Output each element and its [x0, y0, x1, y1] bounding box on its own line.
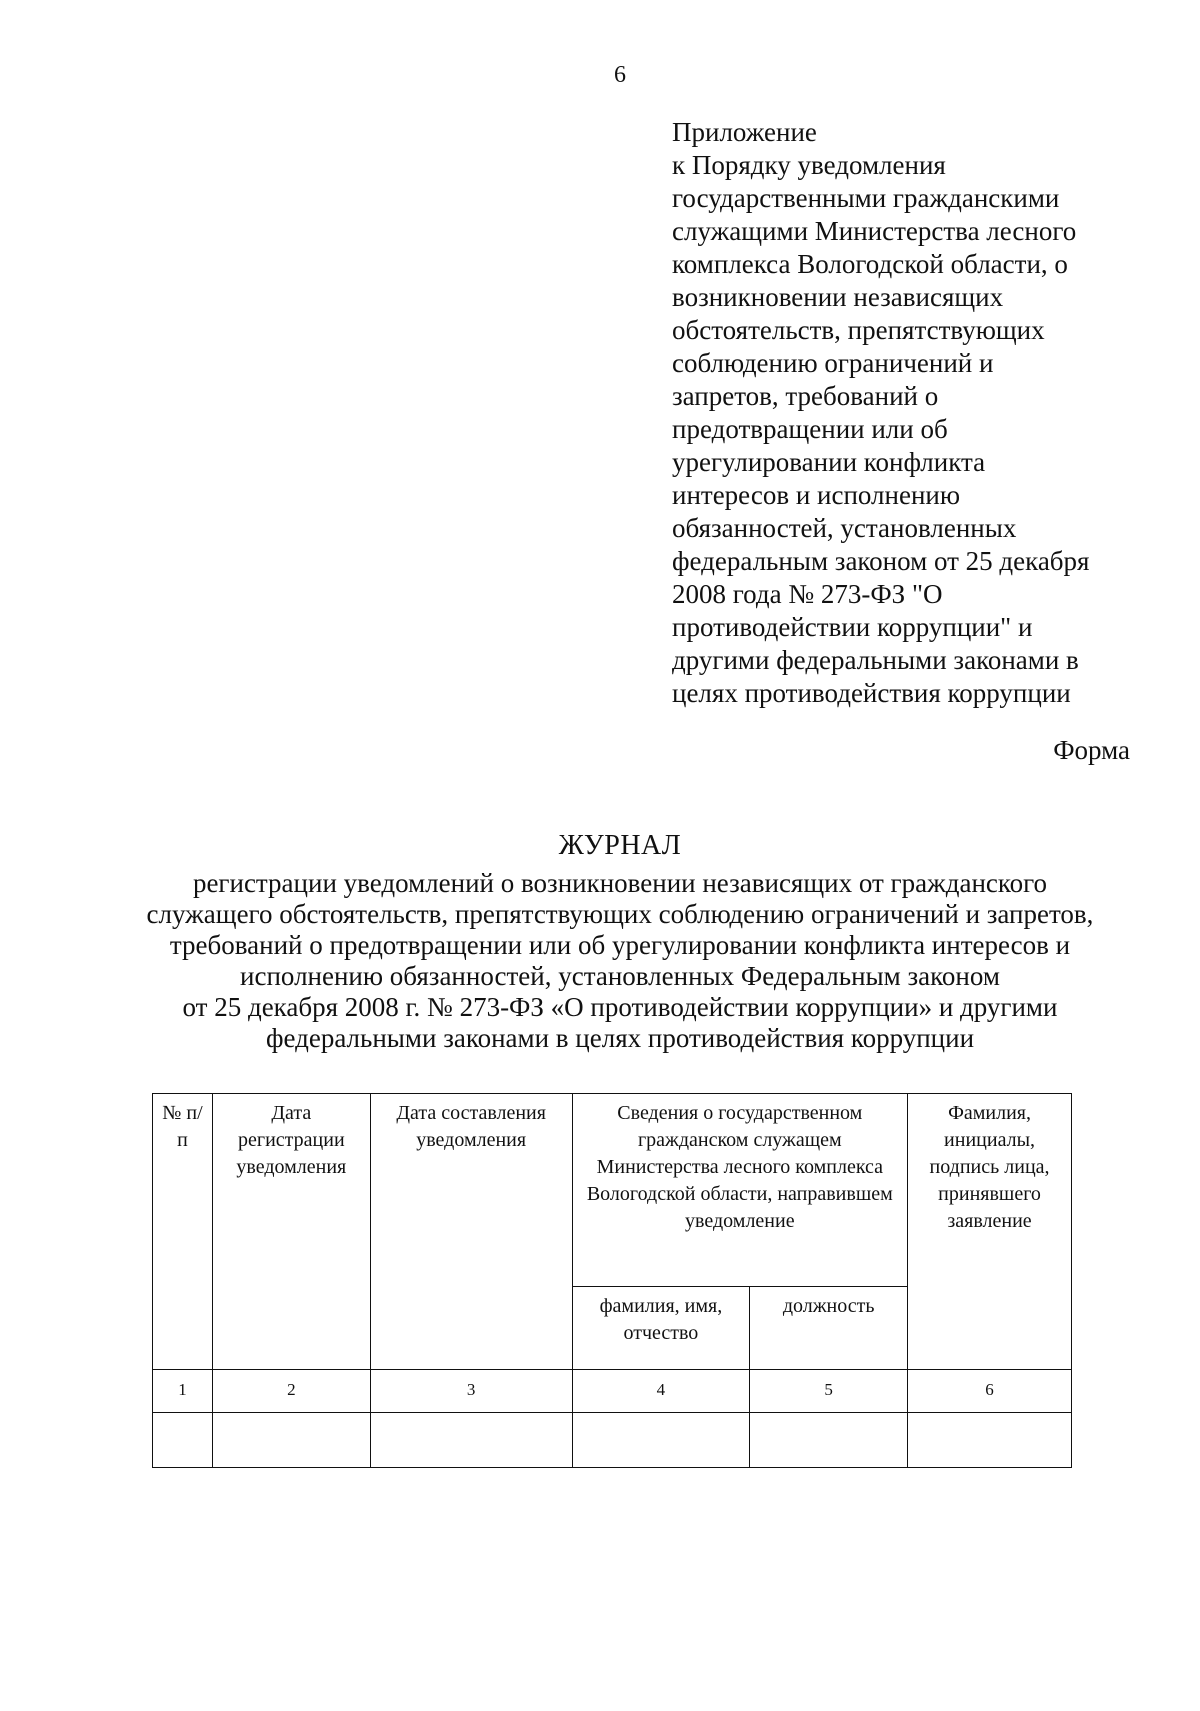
journal-subtitle-line: требований о предотвращении или об урегулировании конфликта интересов и	[169, 930, 1071, 960]
appendix-line: противодействии коррупции" и	[672, 612, 1033, 642]
journal-subtitle-line: от 25 декабря 2008 г. № 273-ФЗ «О противодействии коррупции» и другими	[182, 992, 1058, 1022]
appendix-line: возникновении независящих	[672, 282, 1004, 312]
appendix-line: другими федеральными законами в	[672, 645, 1079, 675]
journal-subtitle-line: служащего обстоятельств, препятствующих соблюдению ограничений и запретов,	[146, 899, 1094, 929]
appendix-line: обстоятельств, препятствующих	[672, 315, 1045, 345]
header-full-name: фамилия, имя, отчество	[572, 1287, 750, 1370]
empty-cell	[750, 1413, 908, 1468]
empty-cell	[212, 1413, 370, 1468]
appendix-line: Приложение	[672, 117, 817, 147]
form-label: Форма	[1053, 735, 1130, 765]
header-employee-info: Сведения о государственном гражданском служащем Министерства лесного комплекса Вологодской области, направившем уведомление	[572, 1094, 908, 1287]
column-number: 3	[370, 1370, 572, 1413]
column-number: 6	[908, 1370, 1072, 1413]
header-compilation-date: Дата составления уведомления	[370, 1094, 572, 1370]
appendix-line: целях противодействия коррупции	[672, 678, 1071, 708]
journal-subtitle-line: исполнению обязанностей, установленных Федеральным законом	[240, 961, 1000, 991]
table-row	[153, 1413, 1072, 1468]
empty-cell	[908, 1413, 1072, 1468]
empty-cell	[370, 1413, 572, 1468]
empty-cell	[572, 1413, 750, 1468]
column-number: 5	[750, 1370, 908, 1413]
journal-subtitle	[100, 868, 1140, 1054]
header-receiver: Фамилия, инициалы, подпись лица, принявшего заявление	[908, 1094, 1072, 1370]
register-table	[152, 1093, 1072, 1468]
appendix-line: запретов, требований о	[672, 381, 939, 411]
column-numbers-row	[153, 1370, 1072, 1413]
page-number: 6	[614, 62, 626, 88]
appendix-line: к Порядку уведомления	[672, 150, 946, 180]
appendix-line: предотвращении или об	[672, 414, 948, 444]
appendix-line: соблюдению ограничений и	[672, 348, 994, 378]
journal-title: ЖУРНАЛ	[558, 830, 682, 861]
column-number: 2	[212, 1370, 370, 1413]
header-position: должность	[750, 1287, 908, 1370]
empty-cell	[153, 1413, 213, 1468]
column-number: 1	[153, 1370, 213, 1413]
header-registration-date: Дата регистрации уведомления	[212, 1094, 370, 1370]
appendix-line: урегулировании конфликта	[672, 447, 986, 477]
appendix-line: федеральным законом от 25 декабря	[672, 546, 1090, 576]
appendix-line: 2008 года № 273-ФЗ "О	[672, 579, 943, 609]
appendix-line: комплекса Вологодской области, о	[672, 249, 1068, 279]
appendix-line: обязанностей, установленных	[672, 513, 1017, 543]
journal-subtitle-line: регистрации уведомлений о возникновении независящих от гражданского	[192, 868, 1048, 898]
table-header-row	[153, 1094, 1072, 1287]
appendix-line: интересов и исполнению	[672, 480, 961, 510]
header-number: № п/п	[153, 1094, 213, 1370]
appendix-block	[672, 116, 1142, 710]
appendix-line: служащими Министерства лесного	[672, 216, 1077, 246]
column-number: 4	[572, 1370, 750, 1413]
journal-subtitle-line: федеральными законами в целях противодействия коррупции	[265, 1023, 975, 1053]
appendix-line: государственными гражданскими	[672, 183, 1060, 213]
